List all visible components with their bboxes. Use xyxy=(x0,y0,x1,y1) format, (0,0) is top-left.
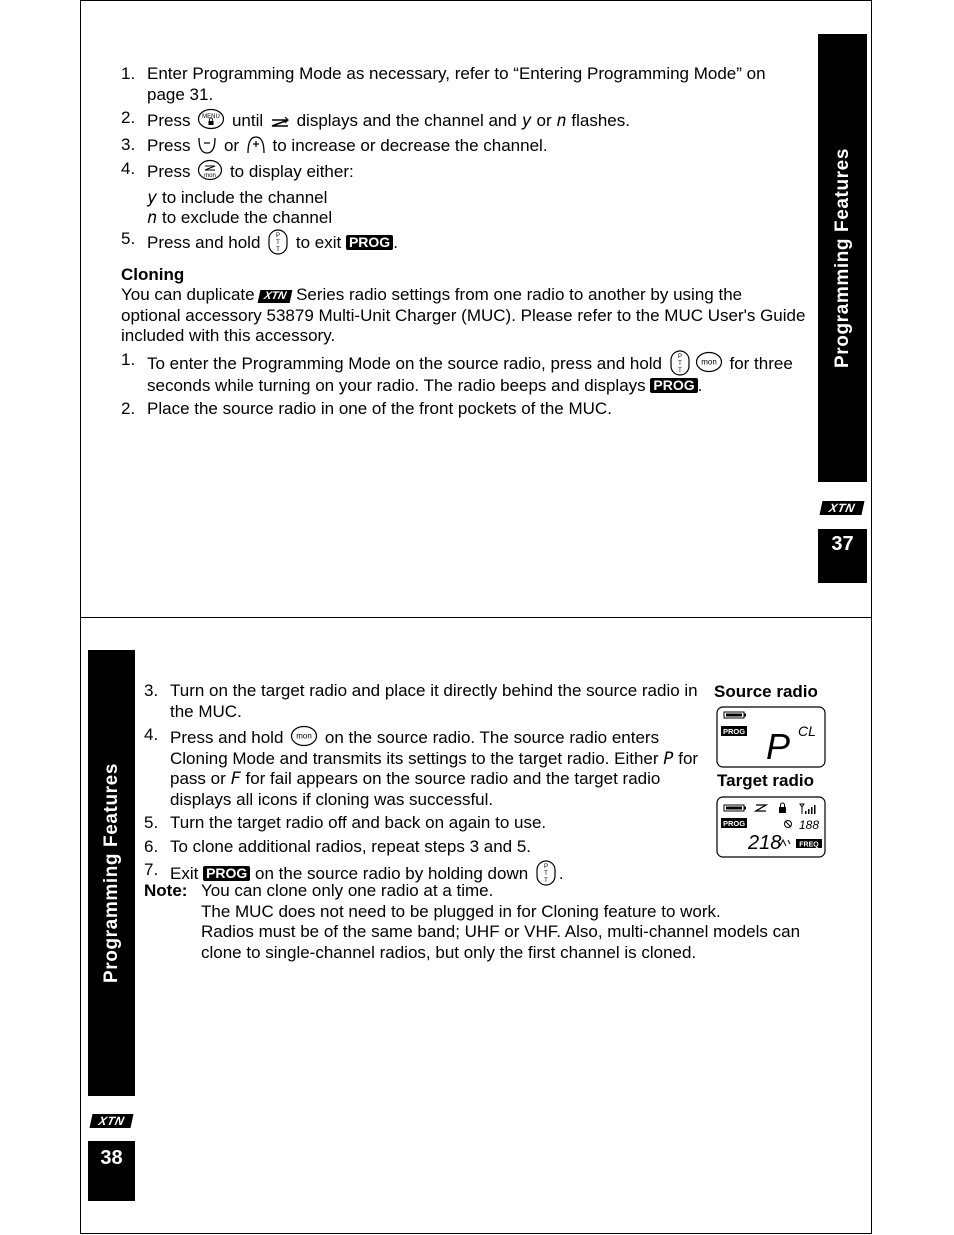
svg-text:T: T xyxy=(677,367,682,374)
scan-mon-icon xyxy=(197,159,223,181)
minus-down-icon xyxy=(197,135,217,155)
scan-icon xyxy=(270,116,290,130)
lcd-mode-text: PROG xyxy=(722,727,746,736)
section-tab-label: Programming Features xyxy=(831,148,853,368)
section-tab xyxy=(818,34,867,482)
source-radio-caption: Source radio xyxy=(714,682,818,701)
page-38-steps xyxy=(144,681,704,886)
svg-text:mon: mon xyxy=(204,173,217,179)
svg-text:T: T xyxy=(544,871,548,877)
step-5: 5. Press and hold P T T to exit PROG . xyxy=(121,228,398,253)
svg-text:P: P xyxy=(276,232,281,239)
xtn-logo: XTN xyxy=(820,501,865,515)
page-38 xyxy=(80,617,872,1234)
step-3: 3. Turn on the target radio and place it directly behind the source radio in the MUC. xyxy=(144,681,698,721)
xtn-logo: XTN xyxy=(90,1114,134,1128)
fail-glyph: F xyxy=(230,769,241,789)
note-block xyxy=(144,881,834,963)
step-6: 6. To clone additional radios, repeat steps 3 and 5. xyxy=(144,836,532,856)
svg-text:mon: mon xyxy=(700,357,717,366)
xtn-inline-logo: XTN xyxy=(258,290,293,303)
prog-badge: PROG xyxy=(650,378,697,393)
svg-text:T: T xyxy=(276,239,280,246)
svg-text:T: T xyxy=(276,246,280,253)
svg-text:T: T xyxy=(544,878,548,884)
pass-glyph: P xyxy=(663,748,674,769)
option-exclude: n to exclude the channel xyxy=(147,208,333,228)
cloning-step-2: 2. Place the source radio in one of the front pockets of the MUC. xyxy=(121,399,612,418)
step-3: 3. Press or to increase or decrease the channel. xyxy=(121,134,548,155)
target-radio-caption: Target radio xyxy=(717,771,814,790)
prog-badge: PROG xyxy=(346,235,393,250)
step-4: 4. Press and hold mon on the source radio. The source radio enters Cloning Mode and transmits its settings to the target radio. Either P for pass or F for fail appears on the source radio and the target radio displays all icons if cloning was successful. xyxy=(144,725,699,809)
svg-text:P: P xyxy=(677,353,682,360)
mon-icon xyxy=(290,725,318,747)
ptt-icon xyxy=(267,229,289,255)
section-tab xyxy=(88,650,135,1096)
note-line: Radios must be of the same band; UHF or VHF. Also, multi-channel models can clone to single-channel radios, but only the first channel is cloned. xyxy=(201,922,801,962)
section-tab-label: Programming Features xyxy=(100,763,122,983)
svg-text:mon: mon xyxy=(296,731,312,741)
page-37-body xyxy=(121,64,806,420)
menu-lock-icon xyxy=(197,108,225,130)
mon-icon xyxy=(695,351,723,373)
svg-text:MENU: MENU xyxy=(202,114,221,120)
note-line: You can clone only one radio at a time. xyxy=(201,881,494,900)
lcd-main-glyph: P xyxy=(766,726,791,767)
svg-text:T: T xyxy=(677,360,682,367)
page-number: 37 xyxy=(818,529,867,583)
step-4: 4. Press mon to display either: xyxy=(121,159,354,181)
step-5: 5. Turn the target radio off and back on again to use. xyxy=(144,813,547,832)
step-2: 2. Press MENU until displays and the channel and y or n flashes. xyxy=(121,108,630,131)
option-list xyxy=(121,188,806,229)
no-glyph: n xyxy=(556,111,567,131)
step-7: 7. Exit PROG on the source radio by holding down P T T . xyxy=(144,860,564,884)
note-label: Note: xyxy=(144,881,188,900)
plus-up-icon xyxy=(246,135,266,155)
option-include: y to include the channel xyxy=(147,187,328,208)
prog-badge: PROG xyxy=(203,866,250,881)
page-37 xyxy=(80,0,872,618)
cloning-paragraph: You can duplicate XTN Series radio settings from one radio to another by using the optional accessory 53879 Multi-Unit Charger (MUC). Please refer to the MUC User's Guide included with this accessory. xyxy=(121,285,806,345)
lcd-digits: 188 xyxy=(799,818,820,832)
svg-text:P: P xyxy=(543,864,548,870)
lcd-channel-digits: 218 xyxy=(748,832,782,854)
cloning-step-1: 1. To enter the Programming Mode on the source radio, press and hold P T T mon for three seconds while turning on your radio. The radio beeps and displays PROG . xyxy=(121,349,793,395)
lcd-mode-text: PROG xyxy=(722,819,746,828)
cloning-heading: Cloning xyxy=(121,264,185,284)
note-line: The MUC does not need to be plugged in for Cloning feature to work. xyxy=(201,901,721,921)
page-number: 38 xyxy=(88,1141,135,1201)
lcd-freq-text: FREQ xyxy=(799,841,819,849)
source-radio-display xyxy=(716,706,826,768)
yes-glyph: y xyxy=(521,111,532,131)
lcd-sub-glyph: CL xyxy=(798,723,816,739)
step-1: 1. Enter Programming Mode as necessary, refer to “Entering Programming Mode” on page 31. xyxy=(121,64,766,104)
ptt-icon xyxy=(669,350,691,376)
target-radio-display xyxy=(716,796,826,858)
